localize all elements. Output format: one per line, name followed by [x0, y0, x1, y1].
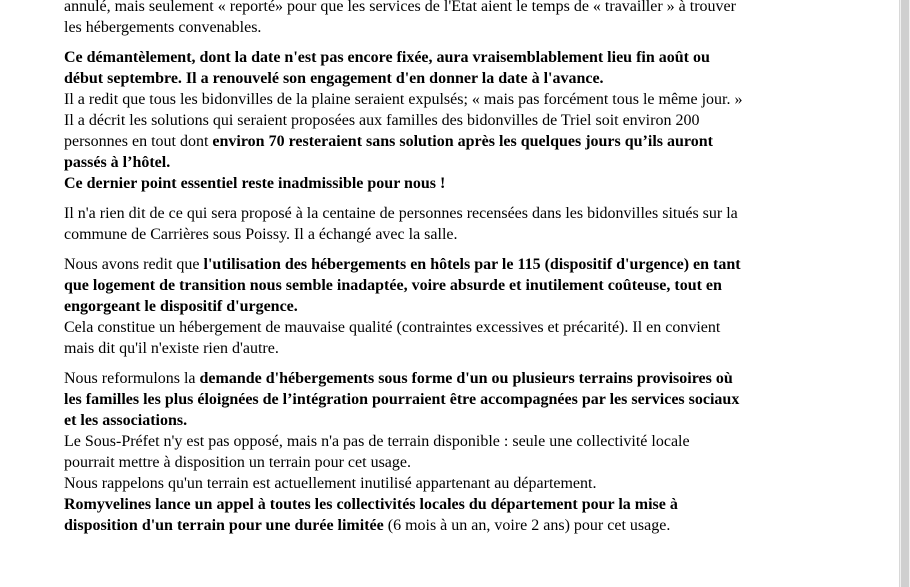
text: Le Sous-Préfet n'y est pas opposé, mais n'a pas de terrain disponible : seule une collectivité locale [64, 433, 690, 450]
paragraph [64, 203, 854, 245]
text-line [64, 89, 854, 110]
text-line [64, 296, 854, 317]
bold-text: passés à l’hôtel. [64, 154, 171, 171]
text-line [64, 173, 854, 194]
text: Il a redit que tous les bidonvilles de la plaine seraient expulsés; « mais pas forcément tous le même jour. » [64, 91, 743, 108]
bold-text: Ce démantèlement, dont la date n'est pas encore fixée, aura vraisemblablement lieu fin août ou [64, 49, 710, 66]
text-line [64, 275, 854, 296]
text-line [64, 389, 854, 410]
bold-text: Romyvelines lance un appel à toutes les collectivités locales du département pour la mise à [64, 496, 678, 513]
text-line [64, 224, 854, 245]
bold-text: demande d'hébergements sous forme d'un ou plusieurs terrains provisoires où [199, 370, 733, 387]
text-line [64, 203, 854, 224]
text: Il n'a rien dit de ce qui sera proposé à la centaine de personnes recensées dans les bidonvilles situés sur la [64, 205, 738, 222]
bold-text: Ce dernier point essentiel reste inadmissible pour nous ! [64, 175, 446, 192]
bold-text: et les associations. [64, 412, 188, 429]
text: pourrait mettre à disposition un terrain pour cet usage. [64, 454, 412, 471]
text-line [64, 515, 854, 536]
text-line [64, 17, 854, 38]
text-line [64, 254, 854, 275]
text: commune de Carrières sous Poissy. Il a échangé avec la salle. [64, 226, 458, 243]
text-line [64, 452, 854, 473]
text: mais dit qu'il n'existe rien d'autre. [64, 340, 279, 357]
text-line [64, 431, 854, 452]
paragraph [64, 0, 854, 38]
bold-text: que logement de transition nous semble inadaptée, voire absurde et inutilement coûteuse, tout en [64, 277, 722, 294]
text: Il a décrit les solutions qui seraient proposées aux familles des bidonvilles de Triel soit environ 200 [64, 112, 700, 129]
text-line [64, 494, 854, 515]
bold-text: disposition d'un terrain pour une durée limitée [64, 517, 384, 534]
text-line [64, 0, 854, 17]
text-line [64, 338, 854, 359]
text: Nous rappelons qu'un terrain est actuellement inutilisé appartenant au département. [64, 475, 597, 492]
text-line [64, 410, 854, 431]
text: annulé, mais seulement « reporté» pour que les services de l'Etat aient le temps de « travailler » à trouver [64, 0, 736, 15]
scrollbar-thumb[interactable] [901, 0, 909, 587]
text-line [64, 473, 854, 494]
paragraph [64, 368, 854, 536]
bold-text: début septembre. Il a renouvelé son engagement d'en donner la date à l'avance. [64, 70, 604, 87]
bold-text: environ 70 resteraient sans solution après les quelques jours qu’ils auront [212, 133, 713, 150]
text: Cela constitue un hébergement de mauvaise qualité (contraintes excessives et précarité). Il en convient [64, 319, 721, 336]
text-line [64, 317, 854, 338]
text-line [64, 131, 854, 152]
text-line [64, 152, 854, 173]
vertical-scrollbar[interactable] [899, 0, 910, 587]
text-line [64, 68, 854, 89]
bold-text: l'utilisation des hébergements en hôtels par le 115 (dispositif d'urgence) en tant [203, 256, 741, 273]
document-body [64, 0, 854, 545]
text: les hébergements convenables. [64, 19, 262, 36]
text: Nous reformulons la [64, 370, 200, 387]
bold-text: engorgeant le dispositif d'urgence. [64, 298, 298, 315]
text-line [64, 368, 854, 389]
paragraph [64, 254, 854, 359]
text-line [64, 110, 854, 131]
bold-text: les familles les plus éloignées de l’intégration pourraient être accompagnées par les services sociaux [64, 391, 740, 408]
text: personnes en tout dont [64, 133, 213, 150]
text: (6 mois à un an, voire 2 ans) pour cet usage. [383, 517, 671, 534]
text-line [64, 47, 854, 68]
paragraph [64, 47, 854, 194]
text: Nous avons redit que [64, 256, 204, 273]
